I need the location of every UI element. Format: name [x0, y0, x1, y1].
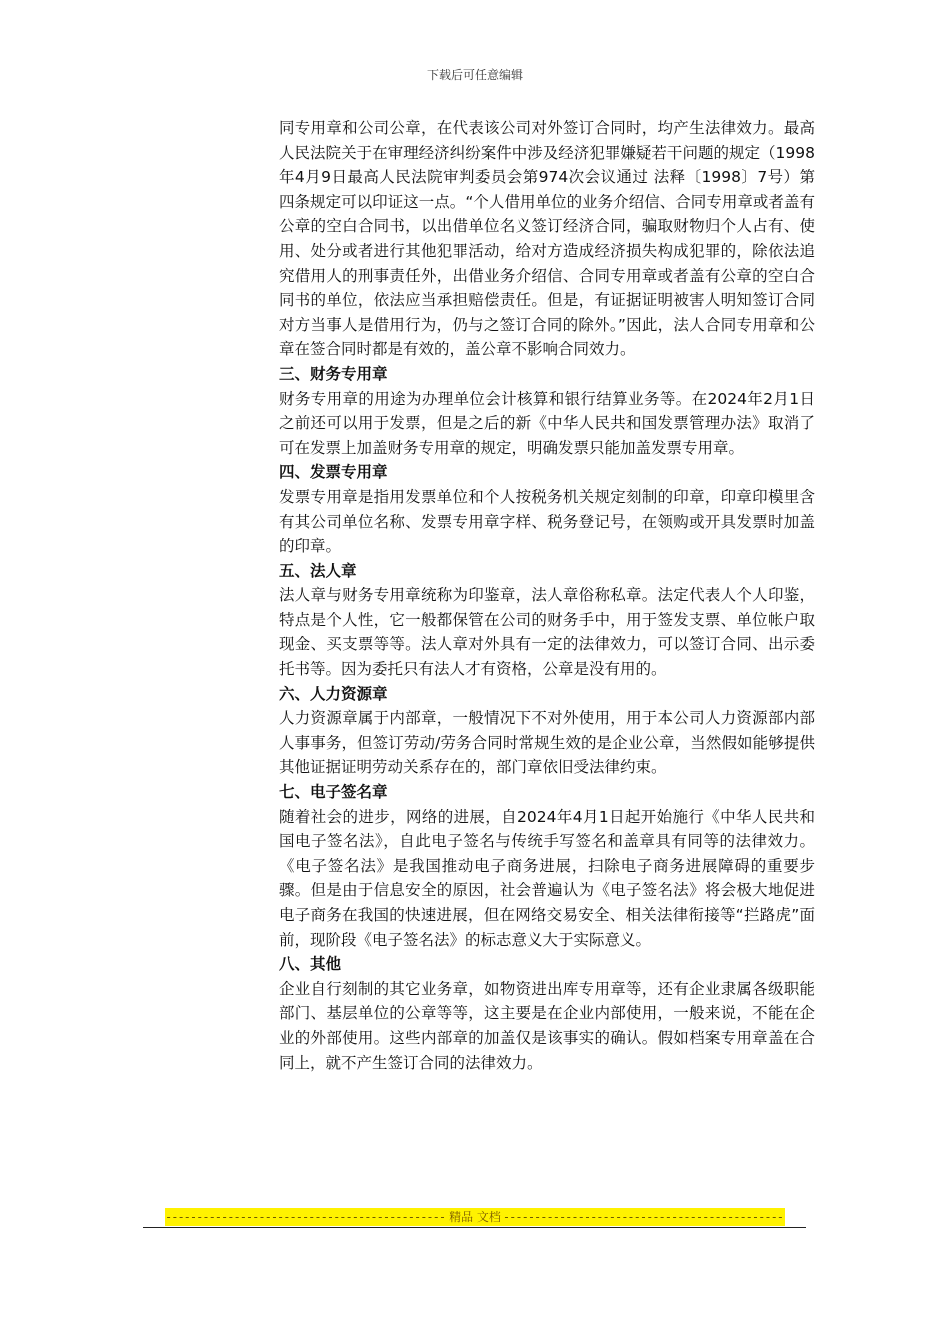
heading-invoice-seal: 四、发票专用章: [279, 463, 388, 482]
heading-hr-seal: 六、人力资源章: [279, 684, 388, 703]
paragraph-e-signature: 随着社会的进步，网络的进展，自2024年4月1日起开始施行《中华人民共和国电子签名法》，自此电子签名与传统手写签名和盖章具有同等的法律效力。《电子签名法》是我国推动电子商务进展，扫除电子商务进展障碍的重要步骤。但是由于信息安全的原因，社会普遍认为《电子签名法》将会极大地促进电子商务在我国的快速进展，但在网络交易安全、相关法律衔接等“拦路虎”面前，现阶段《电子签名法》的标志意义大于实际意义。: [279, 807, 815, 949]
page-footer: [143, 1208, 806, 1228]
page-header: 下载后可任意编辑: [426, 68, 523, 82]
paragraph-legal-person-seal: 法人章与财务专用章统称为印鉴章，法人章俗称私章。法定代表人个人印鉴，特点是个人性，它一般都保管在公司的财务手中，用于签发支票、单位帐户取现金、买支票等等。法人章对外具有一定的法律效力，可以签订合同、出示委托书等。因为委托只有法人才有资格，公章是没有用的。: [279, 586, 815, 679]
footer-divider: [143, 1227, 806, 1228]
paragraph-hr-seal: 人力资源章属于内部章，一般情况下不对外使用，用于本公司人力资源部内部人事事务，但签订劳动/劳务合同时常规生效的是企业公章，当然假如能够提供其他证据证明劳动关系存在的，部门章依旧受法律约束。: [279, 709, 815, 777]
paragraph-invoice-seal: 发票专用章是指用发票单位和个人按税务机关规定刻制的印章，印章印模里含有其公司单位名称、发票专用章字样、税务登记号，在领购或开具发票时加盖的印章。: [279, 487, 815, 556]
footer-label: 精品 文档: [449, 1210, 501, 1224]
heading-e-signature: 七、电子签名章: [279, 783, 388, 802]
heading-finance-seal: 三、财务专用章: [279, 364, 388, 383]
heading-other: 八、其他: [279, 955, 342, 974]
footer-dash-left: [165, 1208, 447, 1226]
paragraph-contract-seal-cont: 同专用章和公司公章，在代表该公司对外签订合同时，均产生法律效力。最高人民法院关于在审理经济纠纷案件中涉及经济犯罪嫌疑若干问题的规定（1998年4月9日最高人民法院审判委员会第974次会议通过 法释〔1998〕7号）第四条规定可以印证这一点。“个人借用单位的业务介绍信、合同专用章或者盖有公章的空白合同书，以出借单位名义签订经济合同，骗取财物归个人占有、使用、处分或者进行其他犯罪活动，给对方造成经济损失构成犯罪的，除依法追究借用人的刑事责任外，出借业务介绍信、合同专用章或者盖有公章的空白合同书的单位，依法应当承担赔偿责任。但是，有证据证明被害人明知签订合同对方当事人是借用行为，仍与之签订合同的除外。”因此，法人合同专用章和公章在签合同时都是有效的，盖公章不影响合同效力。: [279, 119, 815, 359]
footer-highlight-band: [165, 1208, 785, 1226]
document-body: [279, 116, 815, 1075]
paragraph-other: 企业自行刻制的其它业务章，如物资进出库专用章等，还有企业隶属各级职能部门、基层单位的公章等等，这主要是在企业内部使用，一般来说，不能在企业的外部使用。这些内部章的加盖仅是该事实的确认。假如档案专用章盖在合同上，就不产生签订合同的法律效力。: [279, 979, 815, 1072]
heading-legal-person-seal: 五、法人章: [279, 561, 357, 580]
paragraph-finance-seal: 财务专用章的用途为办理单位会计核算和银行结算业务等。在2024年2月1日之前还可以用于发票，但是之后的新《中华人民共和国发票管理办法》取消了可在发票上加盖财务专用章的规定，明确发票只能加盖发票专用章。: [279, 389, 815, 457]
footer-dash-right: [503, 1208, 785, 1226]
